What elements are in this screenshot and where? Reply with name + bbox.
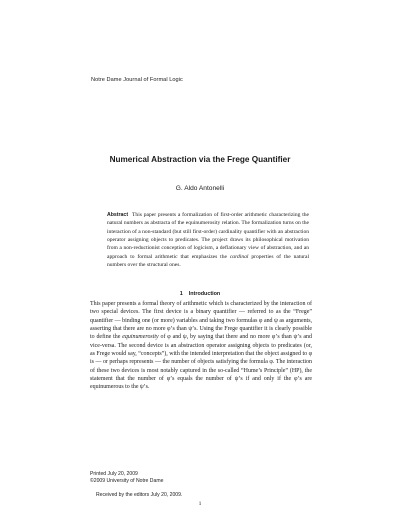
footer-notes (90, 471, 182, 499)
body-text-part-1: This paper presents a formal theory of arithmetic which is characterized by the interaction of two special devices. The first device is a binary quantifier — referred to as the “Frege” quantifier — binding one (or more) variables and taking two formulas φ and ψ as arguments, asserting that there are no more φ’s than ψ’s. Using the Frege quantifier it is clearly possible to define the (90, 301, 312, 341)
body-text-part-2: of φ and ψ, by saying that there and no more φ’s than ψ’s and vice-versa. The second device is an abstraction operator assigning objects to predicates (or, as Frege would say, “concepts”), with the intended interpretation that the object assigned to φ is — or perhaps represents — the number of objects satisfying the formula φ. The interaction of these two devices is most notably captured in the so-called “Hume’s Principle” (HP), the statement that the number of φ’s equals the number of ψ’s if and only if the φ’s are equinumerous to the ψ’s. (90, 334, 313, 391)
journal-name: Notre Dame Journal of Formal Logic (91, 77, 183, 83)
paper-title: Numerical Abstraction via the Frege Quantifier (109, 155, 291, 164)
printed-date: Printed July 20, 2009 (90, 471, 138, 477)
body-emphasis: equinumerosity (122, 334, 159, 341)
copyright-notice: ©2009 University of Notre Dame (90, 478, 164, 484)
abstract (107, 211, 309, 269)
abstract-text-part-1: This paper presents a formalization of first-order arithmetic characterizing the natural numbers as abstracta of the equinumerosity relation. The formalization turns on the interaction of a non-standard (but still first-order) cardinality quantifier with an abstraction operator assigning objects to predicates. The project draws its philosophical motivation from a non-reductionist conception of logicism, a deflationary view of abstraction, and an approach to formal arithmetic that emphasizes the (107, 212, 309, 260)
abstract-text-part-2: properties of the natural numbers over the structural ones. (107, 253, 309, 269)
abstract-emphasis: cardinal (229, 253, 249, 260)
page-number: 1 (198, 501, 202, 507)
received-date: Received by the editors July 20, 2009. (96, 492, 183, 498)
body-paragraph (90, 300, 312, 392)
section-number: 1 (179, 291, 183, 297)
author-name: G. Aldo Antonelli (175, 185, 225, 192)
section-heading (0, 291, 400, 297)
abstract-label: Abstract (107, 212, 129, 218)
section-title: Introduction (188, 291, 221, 297)
